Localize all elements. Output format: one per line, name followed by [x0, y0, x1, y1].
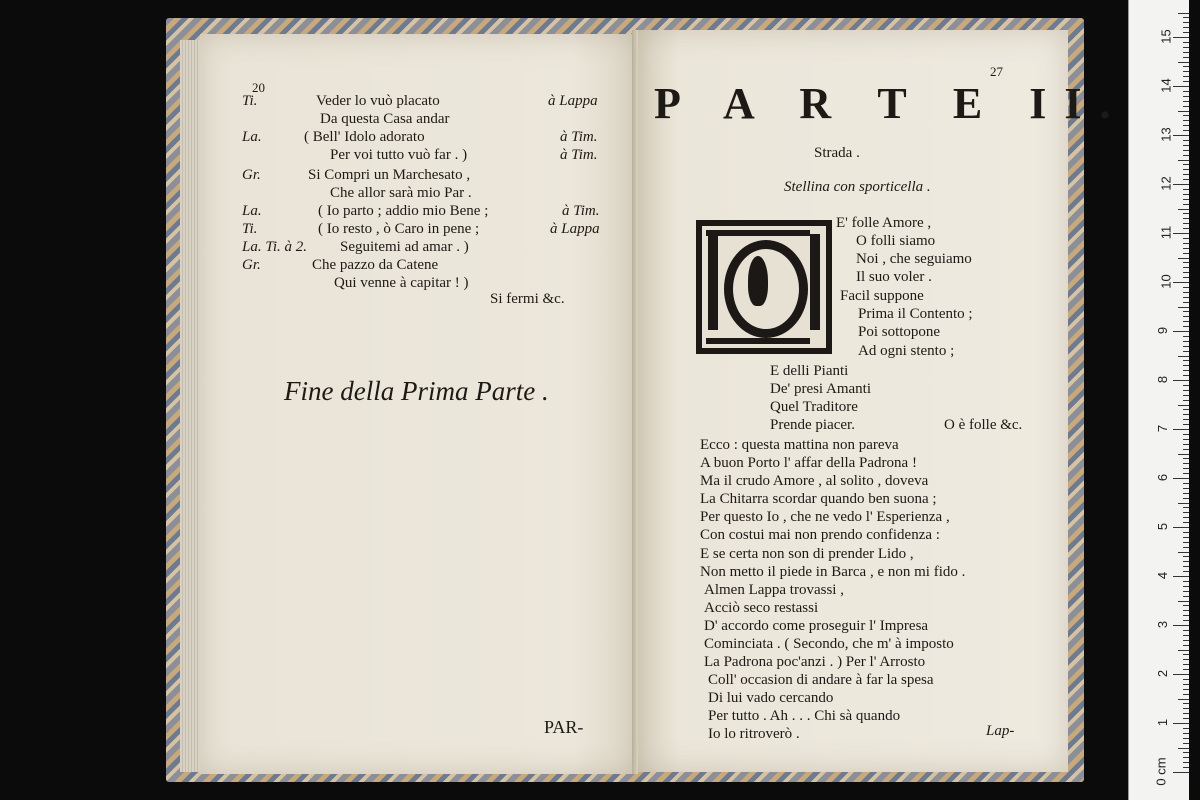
ruler-tick: [1178, 209, 1189, 210]
page-edges: [180, 40, 202, 772]
ruler-tick: [1183, 547, 1189, 548]
ruler-tick: [1183, 468, 1189, 469]
end-of-part-heading: Fine della Prima Parte .: [284, 376, 549, 406]
ruler-tick: [1173, 527, 1189, 528]
ruler-label: 13: [1158, 127, 1174, 142]
aria-line: Quel Traditore: [770, 399, 858, 415]
ruler-tick: [1173, 135, 1189, 136]
recitative-line: Di lui vado cercando: [708, 690, 834, 706]
aria-line: E' folle Amore ,: [836, 215, 932, 231]
ruler-tick: [1183, 238, 1189, 239]
ruler-tick: [1173, 576, 1189, 577]
recitative-line: Acciò seco restassi: [704, 600, 819, 616]
recitative-line: Per questo Io , che ne vedo l' Esperienza ,: [700, 509, 950, 525]
ruler-tick: [1178, 552, 1189, 553]
ruler-tick: [1183, 694, 1189, 695]
recitative-line: Non metto il piede in Barca , e non mi fido .: [700, 564, 966, 580]
ruler-tick: [1183, 512, 1189, 513]
speaker-label: La.: [242, 203, 262, 219]
verse-line: Per voi tutto vuò far . ): [330, 147, 468, 163]
ruler-label: 5: [1155, 522, 1171, 531]
ruler-tick: [1183, 434, 1189, 435]
ruler-tick: [1183, 287, 1189, 288]
speaker-label: Gr.: [242, 167, 261, 183]
ruler-tick: [1183, 179, 1189, 180]
ruler-tick: [1183, 532, 1189, 533]
ruler-tick: [1183, 253, 1189, 254]
ruler-tick: [1183, 664, 1189, 665]
speaker-label: Ti.: [242, 93, 258, 109]
ruler-tick: [1183, 360, 1189, 361]
ruler-tick: [1183, 223, 1189, 224]
ruler-tick: [1183, 316, 1189, 317]
ruler-tick: [1183, 571, 1189, 572]
recitative-line: Ma il crudo Amore , al solito , doveva: [700, 473, 929, 489]
ruler-tick: [1183, 164, 1189, 165]
ruler-tick: [1173, 429, 1189, 430]
recitative-line: La Padrona poc'anzi . ) Per l' Arrosto: [704, 654, 926, 670]
ruler-tick: [1183, 718, 1189, 719]
ruler-tick: [1183, 321, 1189, 322]
recitative-line: E se certa non son di prender Lido ,: [700, 546, 914, 562]
verse-line: Che pazzo da Catene: [312, 257, 439, 273]
ruler-tick: [1183, 27, 1189, 28]
ruler-tick: [1183, 243, 1189, 244]
ruler-tick: [1183, 596, 1189, 597]
ruler-tick: [1183, 444, 1189, 445]
ruler-tick: [1173, 723, 1189, 724]
stage-direction: Stellina con sporticella .: [784, 179, 931, 195]
stage-note: à Lappa: [550, 221, 600, 237]
ruler-tick: [1183, 728, 1189, 729]
recitative-line: Almen Lappa trovassi ,: [704, 582, 844, 598]
ruler-tick: [1183, 204, 1189, 205]
ruler-tick: [1183, 414, 1189, 415]
verse-line: Qui venne à capitar ! ): [334, 275, 469, 291]
ruler-label: 9: [1155, 326, 1171, 335]
ruler-tick: [1178, 111, 1189, 112]
ruler-tick: [1183, 101, 1189, 102]
ruler-tick: [1183, 277, 1189, 278]
aria-line: Ad ogni stento ;: [858, 343, 955, 359]
ruler-tick: [1183, 341, 1189, 342]
ruler-tick: [1183, 488, 1189, 489]
ruler-tick: [1183, 684, 1189, 685]
ruler-tick: [1183, 194, 1189, 195]
ruler-tick: [1183, 703, 1189, 704]
ruler-tick: [1178, 650, 1189, 651]
ruler-tick: [1183, 91, 1189, 92]
ruler-tick: [1183, 228, 1189, 229]
ruler-tick: [1183, 57, 1189, 58]
ruler-tick: [1173, 37, 1189, 38]
ruler-tick: [1178, 258, 1189, 259]
ruler-label: 6: [1155, 473, 1171, 482]
ruler-tick: [1183, 174, 1189, 175]
ruler-tick: [1183, 140, 1189, 141]
ruler-tick: [1183, 708, 1189, 709]
ruler-tick: [1173, 625, 1189, 626]
ruler-tick: [1183, 591, 1189, 592]
aria-line: Poi sottopone: [858, 324, 941, 340]
ruler-tick: [1183, 262, 1189, 263]
ruler-label: 14: [1158, 78, 1174, 93]
ruler-tick: [1183, 449, 1189, 450]
ruler-tick: [1183, 689, 1189, 690]
ruler-tick: [1183, 106, 1189, 107]
ruler-tick: [1183, 267, 1189, 268]
ruler-tick: [1183, 199, 1189, 200]
ruler-tick: [1183, 272, 1189, 273]
ruler-tick: [1183, 150, 1189, 151]
speaker-label: La.: [242, 129, 262, 145]
part-title: P A R T E II.: [654, 79, 1129, 128]
stage-note: à Tim.: [562, 203, 600, 219]
ruler-tick: [1183, 22, 1189, 23]
ruler-tick: [1183, 620, 1189, 621]
ruler-tick: [1183, 96, 1189, 97]
ruler-tick: [1183, 556, 1189, 557]
ruler-tick: [1183, 561, 1189, 562]
ruler-tick: [1183, 581, 1189, 582]
ruler-label: 12: [1158, 176, 1174, 191]
ruler-label: 8: [1155, 375, 1171, 384]
ruler-tick: [1183, 566, 1189, 567]
ruler-tick: [1183, 42, 1189, 43]
verse-line: Si Compri un Marchesato ,: [308, 167, 471, 183]
ruler-tick: [1183, 32, 1189, 33]
ruler-tick: [1183, 311, 1189, 312]
recitative-line: D' accordo come proseguir l' Impresa: [704, 618, 929, 634]
ruler-tick: [1183, 346, 1189, 347]
ruler-tick: [1183, 659, 1189, 660]
ruler-tick: [1178, 699, 1189, 700]
aria-line: Facil suppone: [840, 288, 924, 304]
verse-line: Seguitemi ad amar . ): [340, 239, 469, 255]
ruler-tick: [1173, 478, 1189, 479]
ruler-tick: [1183, 517, 1189, 518]
ruler-tick: [1173, 772, 1189, 773]
ruler-tick: [1178, 503, 1189, 504]
scene-heading: Strada .: [814, 145, 860, 161]
ruler-label: 15: [1158, 29, 1174, 44]
recitative-line: Per tutto . Ah . . . Chi sà quando: [708, 708, 901, 724]
ruler-tick: [1183, 542, 1189, 543]
ruler-tick: [1183, 654, 1189, 655]
recitative-line: Coll' occasion di andare à far la spesa: [708, 672, 934, 688]
ruler-tick: [1183, 218, 1189, 219]
ruler-tick: [1183, 743, 1189, 744]
ruler-tick: [1173, 380, 1189, 381]
ruler-tick: [1183, 586, 1189, 587]
ruler-tick: [1173, 331, 1189, 332]
verse-line: ( Bell' Idolo adorato: [304, 129, 425, 145]
ruler-tick: [1183, 752, 1189, 753]
recitative-line: Cominciata . ( Secondo, che m' à imposto: [704, 636, 954, 652]
aria-line: Prende piacer.: [770, 417, 855, 433]
ruler-tick: [1183, 498, 1189, 499]
book-gutter: [632, 30, 638, 774]
recitative-line: Io lo ritroverò .: [708, 726, 800, 742]
ruler-tick: [1183, 385, 1189, 386]
ruler-tick: [1183, 302, 1189, 303]
ruler-tick: [1183, 645, 1189, 646]
ruler-tick: [1183, 76, 1189, 77]
ruler-tick: [1183, 81, 1189, 82]
ruler-tick: [1178, 748, 1189, 749]
ruler-tick: [1183, 522, 1189, 523]
ruler-tick: [1183, 738, 1189, 739]
ruler-tick: [1183, 630, 1189, 631]
ruler-tick: [1183, 493, 1189, 494]
ruler-tick: [1178, 601, 1189, 602]
ruler-tick: [1183, 390, 1189, 391]
ruler-tick: [1183, 400, 1189, 401]
speaker-label: La. Ti. à 2.: [242, 239, 308, 255]
ruler-tick: [1183, 640, 1189, 641]
ruler-tick: [1173, 233, 1189, 234]
ruler-tick: [1183, 615, 1189, 616]
catchword: PAR-: [544, 717, 584, 737]
aria-line: Il suo voler .: [856, 269, 932, 285]
ruler-tick: [1183, 605, 1189, 606]
ruler-label: 3: [1155, 620, 1171, 629]
ruler-tick: [1183, 189, 1189, 190]
ruler-tick: [1178, 356, 1189, 357]
ruler-tick: [1183, 483, 1189, 484]
ruler-tick: [1183, 145, 1189, 146]
recitative-line: Con costui mai non prendo confidenza :: [700, 527, 940, 543]
ruler-tick: [1183, 757, 1189, 758]
ruler-tick: [1183, 213, 1189, 214]
verse-line: Veder lo vuò placato: [316, 93, 440, 109]
ruler-tick: [1178, 454, 1189, 455]
recitative-line: A buon Porto l' affar della Padrona !: [700, 455, 917, 471]
ruler-tick: [1183, 17, 1189, 18]
ruler-tick: [1183, 409, 1189, 410]
ruler-label: 0 cm: [1153, 757, 1169, 786]
recitative-line: Ecco : questa mattina non pareva: [700, 437, 899, 453]
aria-line: O folli siamo: [856, 233, 936, 249]
ruler-tick: [1183, 463, 1189, 464]
ruler-tick: [1183, 130, 1189, 131]
ruler-tick: [1178, 160, 1189, 161]
ruler-tick: [1173, 282, 1189, 283]
aria-line: Prima il Contento ;: [858, 306, 973, 322]
ruler-tick: [1183, 395, 1189, 396]
ruler-tick: [1183, 713, 1189, 714]
ruler-tick: [1183, 71, 1189, 72]
ruler-tick: [1183, 292, 1189, 293]
ruler-tick: [1183, 669, 1189, 670]
ruler-tick: [1183, 370, 1189, 371]
ruler-tick: [1183, 507, 1189, 508]
ruler-tick: [1178, 405, 1189, 406]
ruler-tick: [1183, 52, 1189, 53]
ruler-tick: [1178, 13, 1189, 14]
ruler-label: 1: [1155, 718, 1171, 727]
ruler-tick: [1183, 375, 1189, 376]
ruler-label: 7: [1155, 424, 1171, 433]
ruler-tick: [1183, 610, 1189, 611]
aria-line: Noi , che seguiamo: [856, 251, 972, 267]
ruler-tick: [1183, 248, 1189, 249]
aria-line: E delli Pianti: [770, 363, 849, 379]
stage-note: à Lappa: [548, 93, 598, 109]
ruler-tick: [1183, 66, 1189, 67]
verse-line: Che allor sarà mio Par .: [330, 185, 472, 201]
aria-repeat-note: O è folle &c.: [944, 417, 1023, 433]
ruler-tick: [1183, 47, 1189, 48]
ruler-tick: [1183, 679, 1189, 680]
ruler-tick: [1183, 125, 1189, 126]
ruler-tick: [1183, 733, 1189, 734]
ruler-tick: [1183, 762, 1189, 763]
ruler-tick: [1183, 115, 1189, 116]
ruler-label: 2: [1155, 669, 1171, 678]
stage-note: à Tim.: [560, 129, 598, 145]
ruler-tick: [1183, 537, 1189, 538]
ruler-tick: [1183, 424, 1189, 425]
ruler-tick: [1183, 297, 1189, 298]
ruler-tick: [1183, 326, 1189, 327]
verse-line: ( Io parto ; addio mio Bene ;: [318, 203, 489, 219]
ruler-tick: [1183, 351, 1189, 352]
ruler-tick: [1183, 120, 1189, 121]
catchword: Lap-: [986, 723, 1015, 739]
speaker-label: Ti.: [242, 221, 258, 237]
ruler-label: 11: [1158, 225, 1174, 240]
ruler-tick: [1183, 439, 1189, 440]
verse-line: ( Io resto , ò Caro in pene ;: [318, 221, 480, 237]
verse-line: Da questa Casa andar: [320, 111, 450, 127]
ruler-tick: [1183, 365, 1189, 366]
ruler-tick: [1173, 674, 1189, 675]
left-page-number: 20: [252, 80, 265, 95]
ruler-tick: [1183, 336, 1189, 337]
ruler-label: 4: [1155, 571, 1171, 580]
ruler-label: 10: [1158, 274, 1174, 289]
ruler-tick: [1183, 155, 1189, 156]
ruler-tick: [1183, 767, 1189, 768]
ruler-tick: [1183, 473, 1189, 474]
ruler-tick: [1183, 419, 1189, 420]
aria-line: De' presi Amanti: [770, 381, 872, 397]
speaker-label: Gr.: [242, 257, 261, 273]
stage-note: à Tim.: [560, 147, 598, 163]
ruler-tick: [1178, 62, 1189, 63]
measurement-ruler: [1128, 0, 1189, 800]
verse-line: Si fermi &c.: [490, 291, 565, 307]
ruler-tick: [1173, 184, 1189, 185]
ruler-tick: [1178, 307, 1189, 308]
recitative-line: La Chitarra scordar quando ben suona ;: [700, 491, 937, 507]
ruler-tick: [1183, 635, 1189, 636]
right-page-number: 27: [990, 64, 1003, 79]
ruler-tick: [1173, 86, 1189, 87]
ruler-tick: [1183, 169, 1189, 170]
ruler-tick: [1183, 458, 1189, 459]
decorated-initial-letter: [696, 220, 832, 354]
